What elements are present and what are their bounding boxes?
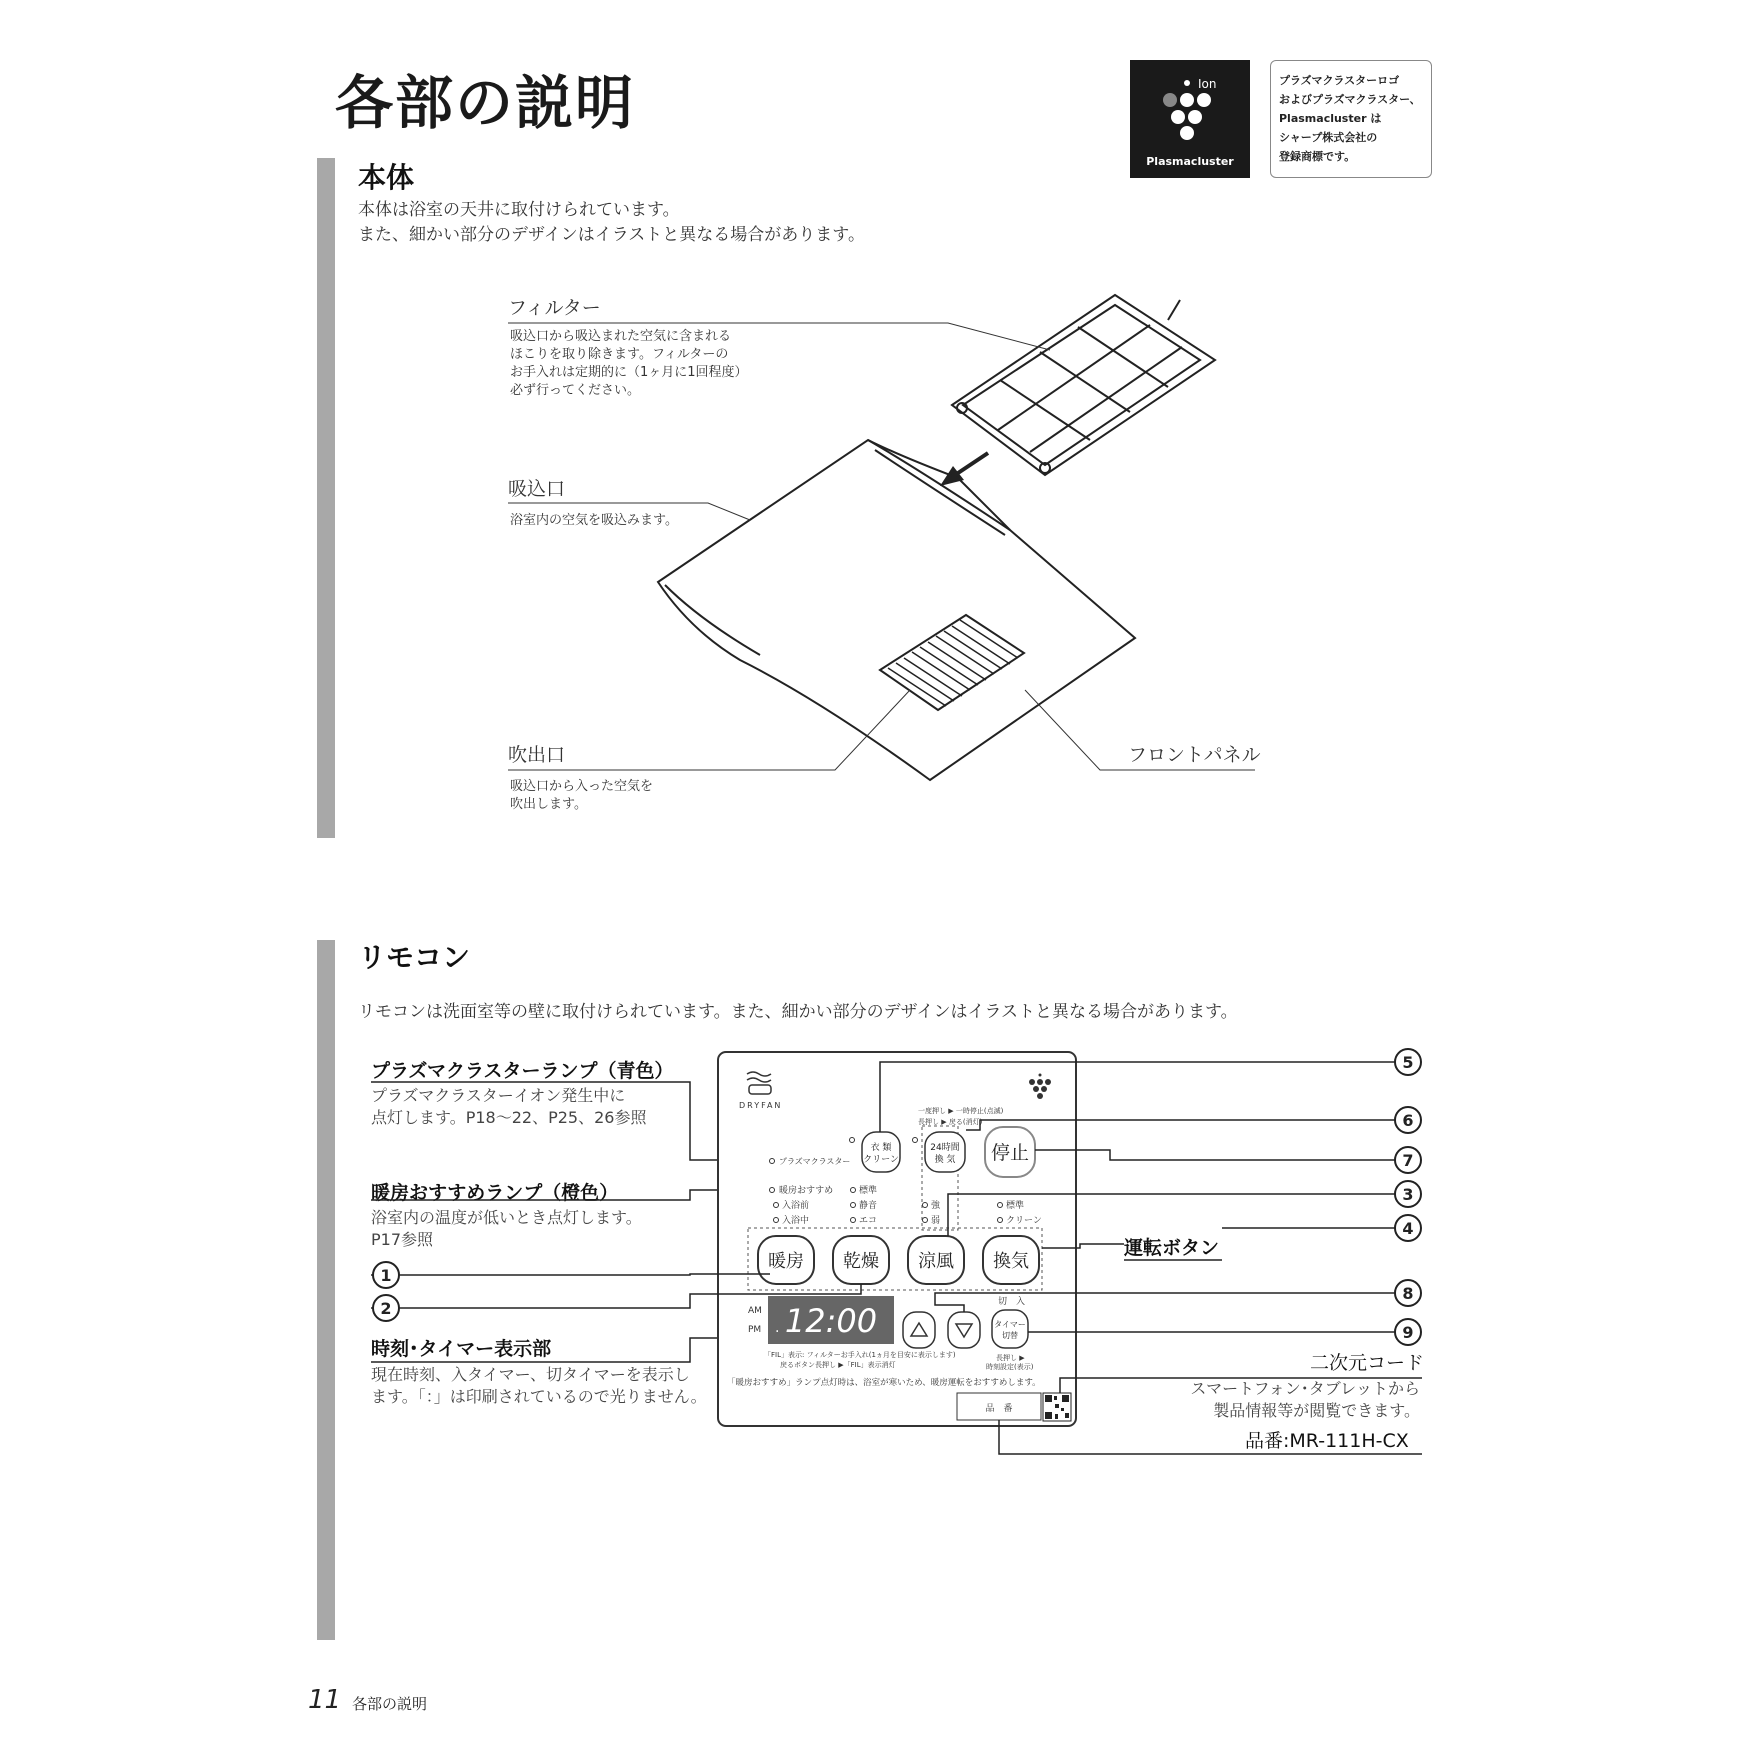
svg-text:8: 8: [1402, 1284, 1414, 1303]
mode-text: 標準: [859, 1186, 878, 1196]
mode-text: 弱: [931, 1216, 941, 1226]
button-label: 換気: [993, 1251, 1029, 1272]
op-buttons-label: 運転ボタン: [1124, 1237, 1220, 1259]
display-desc-line: ます。「：」は印刷されているので光りません。: [371, 1387, 707, 1406]
callout-3: [1395, 1181, 1421, 1207]
button-label: 停止: [990, 1142, 1030, 1164]
brand-text: Plasmacluster: [1146, 155, 1234, 168]
outlet-desc-line: 吹出します。: [510, 797, 587, 812]
button-label: 切替: [1002, 1331, 1018, 1340]
page-number: 11: [308, 1685, 342, 1715]
svg-text:3: 3: [1402, 1185, 1414, 1204]
qr-desc-line: 製品情報等が閲覧できます。: [1213, 1401, 1420, 1420]
remote-section-title: リモコン: [358, 941, 471, 974]
button-label: 乾燥: [843, 1251, 879, 1272]
svg-text:7: 7: [1402, 1151, 1414, 1170]
svg-text:2: 2: [380, 1299, 392, 1318]
display-desc-line: 現在時刻、入タイマー、切タイマーを表示し: [371, 1365, 690, 1384]
heat-lamp-desc-line: 浴室内の温度が低いとき点灯します。: [371, 1208, 642, 1227]
timer-switch-button[interactable]: [992, 1310, 1028, 1348]
button-label: タイマー: [994, 1320, 1026, 1329]
trademark-line: 登録商標です。: [1279, 150, 1356, 163]
filter-label: フィルター: [508, 297, 601, 319]
outlet-desc-line: 吸込口から入った空気を: [510, 779, 654, 794]
callout-6: [1395, 1107, 1421, 1133]
heat-button[interactable]: [758, 1236, 814, 1284]
filter-desc-line: 必ず行ってください。: [510, 383, 641, 398]
timer-hint: 時刻設定(表示): [986, 1363, 1034, 1371]
up-button[interactable]: [903, 1312, 935, 1348]
mode-text: 標準: [1006, 1201, 1025, 1211]
mode-text: 入浴中: [782, 1216, 810, 1226]
mode-text: 強: [931, 1201, 941, 1211]
svg-text:4: 4: [1402, 1219, 1414, 1238]
trademark-line: およびプラズマクラスター、: [1279, 93, 1421, 106]
qr-label: 二次元コード: [1310, 1352, 1425, 1374]
filter-desc-line: 吸込口から吸込まれた空気に含まれる: [510, 329, 732, 344]
footer-text: 各部の説明: [352, 1695, 428, 1713]
heat-lamp-label: 暖房おすすめランプ（橙色）: [371, 1182, 619, 1204]
on-off-text: 切 入: [998, 1297, 1026, 1307]
down-button[interactable]: [948, 1312, 980, 1348]
svg-text:.: .: [775, 1320, 780, 1336]
mode-text: 入浴前: [782, 1201, 810, 1211]
am-text: AM: [748, 1306, 762, 1316]
heat-lamp-desc-line: P17参照: [371, 1230, 434, 1249]
fil-hint: 「FIL」表示: フィルターお手入れ(1ヵ月を目安に表示します): [764, 1351, 956, 1359]
callout-9: [1395, 1319, 1421, 1345]
svg-text:9: 9: [1402, 1323, 1414, 1342]
filter-desc-line: お手入れは定期的に（1ヶ月に1回程度）: [510, 365, 748, 380]
display-label: 時刻･タイマー表示部: [371, 1338, 552, 1360]
callout-5: [1395, 1049, 1421, 1075]
pc-lamp-desc-line: 点灯します。P18～22、P25、26参照: [371, 1108, 647, 1127]
body-section-title: 本体: [358, 161, 415, 194]
outlet-label: 吹出口: [508, 744, 566, 766]
note-text: 「暖房おすすめ」ランプ点灯時は、浴室が寒いため、暖房運転をおすすめします。: [727, 1378, 1041, 1388]
button-label: 涼風: [918, 1251, 954, 1272]
callout-4: [1395, 1215, 1421, 1241]
callout-1: [373, 1262, 399, 1288]
button-label: 換 気: [934, 1155, 956, 1165]
hint-text: 長押し ▶ 戻る(消灯): [918, 1118, 983, 1126]
pc-lamp-label: プラズマクラスターランプ（青色）: [371, 1060, 674, 1082]
dry-button[interactable]: [833, 1236, 889, 1284]
qr-code-icon: [1043, 1393, 1071, 1421]
svg-text:6: 6: [1402, 1111, 1414, 1130]
remote-desc: リモコンは洗面室等の壁に取付けられています。また、細かい部分のデザインはイラストと異なる場合があります。: [358, 1002, 1238, 1022]
body-desc-1: 本体は浴室の天井に取付けられています。: [358, 200, 680, 220]
filter-desc-line: ほこりを取り除きます。フィルターの: [510, 347, 729, 362]
pc-lamp-desc-line: プラズマクラスターイオン発生中に: [371, 1086, 626, 1105]
svg-text:1: 1: [380, 1266, 392, 1285]
trademark-line: シャープ株式会社の: [1279, 131, 1378, 144]
cloth-clean-button[interactable]: [862, 1132, 900, 1172]
callout-8: [1395, 1280, 1421, 1306]
qr-desc-line: スマートフォン･タブレットから: [1190, 1379, 1420, 1398]
button-label: 衣 類: [870, 1143, 892, 1153]
ion-text: Ion: [1198, 77, 1217, 91]
button-label: クリーン: [863, 1155, 899, 1165]
trademark-line: Plasmacluster は: [1279, 112, 1382, 125]
heat-lamp-text: 暖房おすすめ: [779, 1186, 834, 1196]
intake-desc: 浴室内の空気を吸込みます。: [510, 513, 678, 528]
stop-button[interactable]: [985, 1127, 1035, 1177]
dryfan-text: DRYFAN: [739, 1101, 783, 1110]
hint-text: 一度押し ▶ 一時停止(点滅): [918, 1107, 1004, 1115]
svg-text:5: 5: [1402, 1053, 1414, 1072]
model-number: 品番:MR-111H-CX: [1245, 1430, 1409, 1452]
button-label: 24時間: [930, 1143, 960, 1153]
callout-2: [373, 1295, 399, 1321]
mode-text: クリーン: [1006, 1216, 1042, 1226]
mode-text: エコ: [859, 1216, 878, 1226]
trademark-line: プラズマクラスターロゴ: [1279, 74, 1400, 87]
vent-button[interactable]: [983, 1236, 1039, 1284]
time-text: 12:00: [784, 1302, 878, 1340]
callout-7: [1395, 1147, 1421, 1173]
mode-text: 静音: [859, 1201, 878, 1211]
pm-text: PM: [748, 1325, 762, 1335]
cool-button[interactable]: [908, 1236, 964, 1284]
fil-hint: 戻るボタン長押し ▶「FIL」表示消灯: [780, 1361, 896, 1369]
page-title: 各部の説明: [335, 69, 636, 137]
button-label: 暖房: [768, 1251, 804, 1272]
front-panel-label: フロントパネル: [1128, 744, 1261, 766]
hinban-text: 品 番: [985, 1404, 1013, 1414]
body-desc-2: また、細かい部分のデザインはイラストと異なる場合があります。: [358, 225, 865, 245]
24h-vent-button[interactable]: [925, 1132, 965, 1172]
intake-label: 吸込口: [508, 478, 566, 500]
timer-hint: 長押し ▶: [996, 1354, 1025, 1362]
pc-lamp-text: プラズマクラスター: [779, 1157, 851, 1166]
